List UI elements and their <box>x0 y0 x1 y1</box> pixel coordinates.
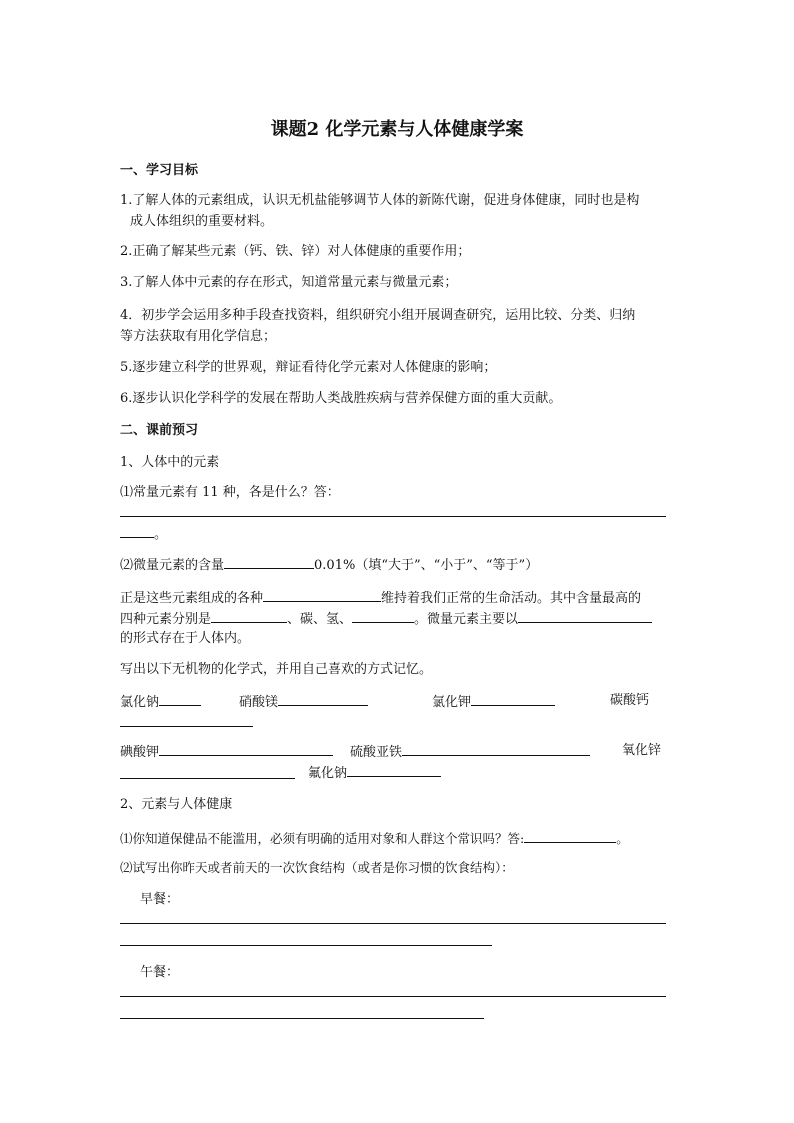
answer-blank[interactable] <box>352 607 414 623</box>
question-macro-elements: ⑴常量元素有 11 种，各是什么？答： <box>120 485 340 500</box>
compound-potassium-iodate: 碘酸钾 <box>120 740 333 763</box>
question-trace-elements: ⑵微量元素的含量 0.01%（填“大于”、“小于”、“等于”） <box>120 553 676 576</box>
goal-item-2: 2.正确了解某些元素（钙、铁、锌）对人体健康的重要作用； <box>120 244 471 259</box>
answer-blank[interactable] <box>347 761 441 777</box>
subsection-elements: 1、人体中的元素 <box>120 455 220 470</box>
goal-item-5: 5.逐步建立科学的世界观，辩证看待化学元素对人体健康的影响； <box>120 360 497 375</box>
answer-line[interactable] <box>120 778 295 779</box>
answer-blank[interactable] <box>159 740 333 756</box>
answer-blank[interactable] <box>263 586 381 602</box>
goal-item-1-cont: 成人体组织的重要材料。 <box>130 214 274 229</box>
question-diet: ⑵试写出你昨天或者前天的一次饮食结构（或者是你习惯的饮食结构）： <box>120 860 514 875</box>
section-heading-preview: 二、课前预习 <box>120 423 199 438</box>
answer-blank[interactable] <box>159 690 201 706</box>
answer-blank[interactable] <box>211 607 287 623</box>
goal-item-6: 6.逐步认识化学科学的发展在帮助人类战胜疾病与营养保健方面的重大贡献。 <box>120 391 562 406</box>
label-lunch: 午餐： <box>140 965 180 980</box>
question-supplements: ⑴你知道保健品不能滥用，必须有明确的适用对象和人群这个常识吗？答: 。 <box>120 827 680 849</box>
page-title: 课题2 化学元素与人体健康学案 <box>270 119 524 140</box>
answer-line[interactable] <box>120 996 666 997</box>
label-breakfast: 早餐： <box>140 892 180 907</box>
answer-line[interactable] <box>120 726 253 727</box>
answer-blank[interactable] <box>402 740 590 756</box>
answer-blank[interactable] <box>518 607 652 623</box>
answer-blank[interactable] <box>278 690 368 706</box>
compound-calcium-carbonate: 碳酸钙 <box>610 693 650 708</box>
paragraph-line-2: 四种元素分别是 、碳、氢、 。微量元素主要以 <box>120 607 676 630</box>
formula-instruction: 写出以下无机物的化学式，并用自己喜欢的方式记忆。 <box>120 662 433 677</box>
section-heading-goals: 一、学习目标 <box>120 163 199 178</box>
answer-line-end: 。 <box>120 522 676 545</box>
answer-line[interactable] <box>120 516 666 517</box>
subsection-health: 2、元素与人体健康 <box>120 797 233 812</box>
answer-line[interactable] <box>120 945 492 946</box>
compound-zinc-oxide: 氧化锌 <box>622 743 662 758</box>
answer-line[interactable] <box>120 923 666 924</box>
paragraph-line-1: 正是这些元素组成的各种 维持着我们正常的生命活动。其中含量最高的 <box>120 586 676 609</box>
goal-item-1: 1.了解人体的元素组成，认识无机盐能够调节人体的新陈代谢，促进身体健康，同时也是构 <box>120 193 640 208</box>
answer-blank[interactable] <box>524 827 616 843</box>
goal-item-4-cont: 等方法获取有用化学信息； <box>120 329 277 344</box>
answer-blank[interactable] <box>471 690 555 706</box>
compound-ferrous-sulfate: 硫酸亚铁 <box>350 740 590 763</box>
compound-sodium-fluoride: 氟化钠 <box>308 761 441 784</box>
goal-item-3: 3.了解人体中元素的存在形式，知道常量元素与微量元素； <box>120 275 458 290</box>
paragraph-line-3: 的形式存在于人体内。 <box>120 631 251 646</box>
compound-sodium-chloride: 氯化钠 <box>120 690 201 713</box>
compound-potassium-chloride: 氯化钾 <box>432 690 555 713</box>
compound-magnesium-nitrate: 硝酸镁 <box>239 690 368 713</box>
goal-item-4: 4．初步学会运用多种手段查找资料，组织研究小组开展调查研究，运用比较、分类、归纳 <box>120 308 636 323</box>
answer-blank[interactable] <box>224 553 314 569</box>
answer-blank[interactable] <box>120 522 154 538</box>
answer-line[interactable] <box>120 1018 484 1019</box>
